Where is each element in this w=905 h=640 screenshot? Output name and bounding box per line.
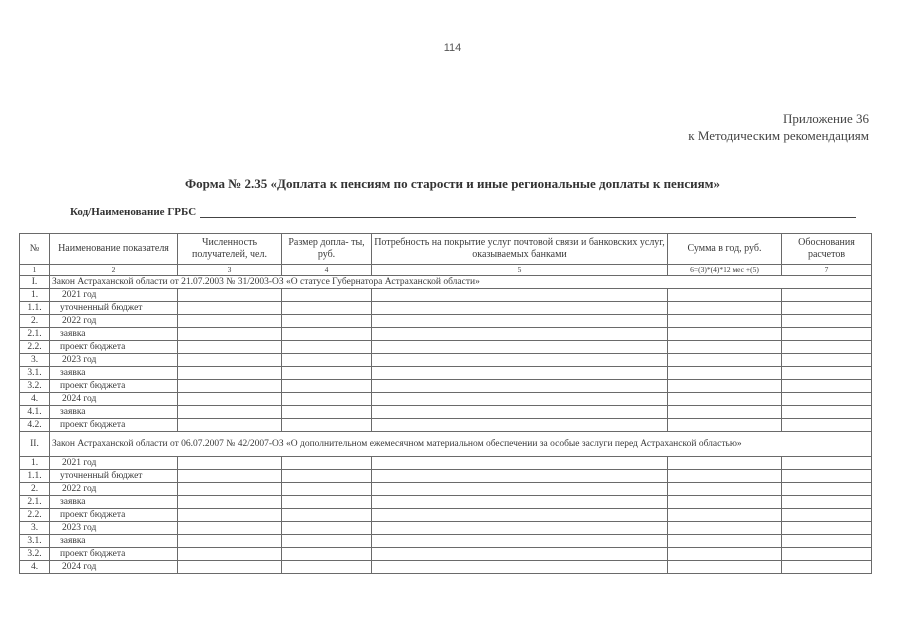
value-cell[interactable] — [782, 289, 872, 302]
table-row — [20, 393, 872, 406]
value-cell[interactable] — [282, 522, 372, 535]
row-number: 1. — [20, 457, 50, 470]
value-cell[interactable] — [178, 470, 282, 483]
form-title: Форма № 2.35 «Доплата к пенсиям по старости и иные региональные доплаты к пенсиям» — [185, 176, 720, 191]
value-cell[interactable] — [282, 341, 372, 354]
table-row — [20, 315, 872, 328]
item-label: проект бюджета — [50, 419, 178, 432]
header-cell: Наименование показателя — [50, 234, 178, 265]
table-row — [20, 432, 872, 457]
value-cell[interactable] — [372, 483, 668, 496]
value-cell[interactable] — [372, 406, 668, 419]
value-cell[interactable] — [178, 548, 282, 561]
row-number: 3. — [20, 354, 50, 367]
value-cell[interactable] — [178, 393, 282, 406]
value-cell[interactable] — [372, 302, 668, 315]
column-number: 4 — [282, 265, 372, 276]
header-cell: Численность получателей, чел. — [178, 234, 282, 265]
row-number: I. — [20, 276, 50, 289]
column-number: 3 — [178, 265, 282, 276]
row-number: 2.2. — [20, 341, 50, 354]
value-cell[interactable] — [668, 470, 782, 483]
table-row — [20, 496, 872, 509]
value-cell[interactable] — [782, 367, 872, 380]
section-title: Закон Астраханской области от 06.07.2007 № 42/2007-ОЗ «О дополнительном ежемесячном материальном обеспечении за особые заслуги перед Астраханской областью» — [50, 432, 872, 457]
value-cell[interactable] — [782, 509, 872, 522]
grbs-label: Код/Наименование ГРБС — [70, 206, 197, 218]
page-number: 114 — [443, 42, 462, 54]
value-cell[interactable] — [668, 522, 782, 535]
value-cell[interactable] — [282, 380, 372, 393]
row-number: 1. — [20, 289, 50, 302]
table-row — [20, 457, 872, 470]
value-cell[interactable] — [668, 328, 782, 341]
value-cell[interactable] — [178, 561, 282, 574]
value-cell[interactable] — [782, 548, 872, 561]
item-label: уточненный бюджет — [50, 470, 178, 483]
value-cell[interactable] — [372, 393, 668, 406]
year-label: 2022 год — [50, 315, 178, 328]
row-number: 1.1. — [20, 302, 50, 315]
value-cell[interactable] — [178, 496, 282, 509]
value-cell[interactable] — [782, 393, 872, 406]
value-cell[interactable] — [668, 341, 782, 354]
item-label: заявка — [50, 406, 178, 419]
value-cell[interactable] — [668, 367, 782, 380]
value-cell[interactable] — [372, 535, 668, 548]
value-cell[interactable] — [178, 328, 282, 341]
row-number: 1.1. — [20, 470, 50, 483]
row-number: 2. — [20, 315, 50, 328]
table-row — [20, 509, 872, 522]
value-cell[interactable] — [178, 483, 282, 496]
value-cell[interactable] — [372, 561, 668, 574]
header-cell: Обоснования расчетов — [782, 234, 872, 265]
value-cell[interactable] — [282, 406, 372, 419]
value-cell[interactable] — [668, 483, 782, 496]
year-label: 2022 год — [50, 483, 178, 496]
table-row — [20, 406, 872, 419]
value-cell[interactable] — [178, 380, 282, 393]
item-label: заявка — [50, 328, 178, 341]
header-cell: Сумма в год, руб. — [668, 234, 782, 265]
value-cell[interactable] — [372, 289, 668, 302]
value-cell[interactable] — [372, 509, 668, 522]
value-cell[interactable] — [282, 367, 372, 380]
value-cell[interactable] — [372, 315, 668, 328]
row-number: II. — [20, 432, 50, 457]
value-cell[interactable] — [782, 483, 872, 496]
value-cell[interactable] — [282, 535, 372, 548]
value-cell[interactable] — [282, 561, 372, 574]
value-cell[interactable] — [668, 561, 782, 574]
value-cell[interactable] — [282, 328, 372, 341]
value-cell[interactable] — [668, 380, 782, 393]
value-cell[interactable] — [282, 457, 372, 470]
row-number: 4.1. — [20, 406, 50, 419]
year-label: 2023 год — [50, 354, 178, 367]
value-cell[interactable] — [178, 302, 282, 315]
row-number: 4.2. — [20, 419, 50, 432]
table-row — [20, 535, 872, 548]
row-number: 3. — [20, 522, 50, 535]
value-cell[interactable] — [782, 315, 872, 328]
table-row — [20, 328, 872, 341]
value-cell[interactable] — [668, 354, 782, 367]
value-cell[interactable] — [668, 315, 782, 328]
row-number: 3.2. — [20, 548, 50, 561]
section-title: Закон Астраханской области от 21.07.2003 № 31/2003-ОЗ «О статусе Губернатора Астраханской области» — [50, 276, 872, 289]
year-label: 2021 год — [50, 289, 178, 302]
header-cell: № — [20, 234, 50, 265]
value-cell[interactable] — [372, 548, 668, 561]
value-cell[interactable] — [178, 406, 282, 419]
table-row — [20, 522, 872, 535]
value-cell[interactable] — [282, 509, 372, 522]
grbs-field — [70, 206, 856, 218]
table-row — [20, 341, 872, 354]
year-label: 2024 год — [50, 561, 178, 574]
year-label: 2023 год — [50, 522, 178, 535]
value-cell[interactable] — [782, 535, 872, 548]
appendix-line-2: к Методическим рекомендациям — [688, 128, 869, 143]
grbs-input-line[interactable] — [200, 207, 856, 218]
row-number: 2.1. — [20, 496, 50, 509]
item-label: проект бюджета — [50, 509, 178, 522]
value-cell[interactable] — [668, 419, 782, 432]
value-cell[interactable] — [782, 380, 872, 393]
column-number-row — [20, 265, 872, 276]
item-label: заявка — [50, 535, 178, 548]
appendix-reference — [688, 110, 869, 144]
value-cell[interactable] — [372, 522, 668, 535]
table-row — [20, 380, 872, 393]
row-number: 2.2. — [20, 509, 50, 522]
table-row — [20, 276, 872, 289]
header-cell: Размер допла- ты, руб. — [282, 234, 372, 265]
value-cell[interactable] — [282, 315, 372, 328]
table-row — [20, 483, 872, 496]
value-cell[interactable] — [282, 419, 372, 432]
table-row — [20, 289, 872, 302]
table-row — [20, 548, 872, 561]
table-row — [20, 302, 872, 315]
column-number: 6=(3)*(4)*12 мес +(5) — [668, 265, 782, 276]
value-cell[interactable] — [372, 341, 668, 354]
value-cell[interactable] — [178, 341, 282, 354]
value-cell[interactable] — [668, 548, 782, 561]
value-cell[interactable] — [782, 406, 872, 419]
row-number: 2. — [20, 483, 50, 496]
value-cell[interactable] — [782, 302, 872, 315]
row-number: 4. — [20, 393, 50, 406]
row-number: 3.1. — [20, 535, 50, 548]
value-cell[interactable] — [782, 341, 872, 354]
value-cell[interactable] — [282, 354, 372, 367]
value-cell[interactable] — [668, 406, 782, 419]
value-cell[interactable] — [282, 496, 372, 509]
value-cell[interactable] — [282, 483, 372, 496]
value-cell[interactable] — [782, 328, 872, 341]
item-label: заявка — [50, 496, 178, 509]
value-cell[interactable] — [178, 315, 282, 328]
value-cell[interactable] — [178, 522, 282, 535]
value-cell[interactable] — [178, 289, 282, 302]
header-row — [20, 234, 872, 265]
value-cell[interactable] — [782, 561, 872, 574]
value-cell[interactable] — [178, 419, 282, 432]
value-cell[interactable] — [668, 496, 782, 509]
column-number: 2 — [50, 265, 178, 276]
value-cell[interactable] — [782, 354, 872, 367]
value-cell[interactable] — [178, 457, 282, 470]
value-cell[interactable] — [282, 548, 372, 561]
table-row — [20, 470, 872, 483]
column-number: 5 — [372, 265, 668, 276]
value-cell[interactable] — [782, 419, 872, 432]
value-cell[interactable] — [372, 419, 668, 432]
item-label: проект бюджета — [50, 380, 178, 393]
value-cell[interactable] — [782, 496, 872, 509]
row-number: 3.1. — [20, 367, 50, 380]
value-cell[interactable] — [372, 470, 668, 483]
value-cell[interactable] — [282, 470, 372, 483]
row-number: 3.2. — [20, 380, 50, 393]
value-cell[interactable] — [668, 302, 782, 315]
value-cell[interactable] — [372, 457, 668, 470]
value-cell[interactable] — [668, 509, 782, 522]
value-cell[interactable] — [782, 470, 872, 483]
appendix-line-1: Приложение 36 — [782, 111, 869, 126]
table-row — [20, 367, 872, 380]
header-cell: Потребность на покрытие услуг почтовой связи и банковских услуг, оказываемых банками — [372, 234, 668, 265]
table-row — [20, 561, 872, 574]
year-label: 2024 год — [50, 393, 178, 406]
value-cell[interactable] — [668, 457, 782, 470]
column-number: 7 — [782, 265, 872, 276]
value-cell[interactable] — [372, 367, 668, 380]
row-number: 2.1. — [20, 328, 50, 341]
year-label: 2021 год — [50, 457, 178, 470]
value-cell[interactable] — [282, 289, 372, 302]
value-cell[interactable] — [668, 535, 782, 548]
value-cell[interactable] — [372, 496, 668, 509]
row-number: 4. — [20, 561, 50, 574]
value-cell[interactable] — [178, 535, 282, 548]
value-cell[interactable] — [668, 289, 782, 302]
value-cell[interactable] — [372, 354, 668, 367]
table-row — [20, 419, 872, 432]
item-label: заявка — [50, 367, 178, 380]
form-table — [19, 233, 872, 574]
value-cell[interactable] — [178, 509, 282, 522]
column-number: 1 — [20, 265, 50, 276]
value-cell[interactable] — [782, 457, 872, 470]
value-cell[interactable] — [782, 522, 872, 535]
value-cell[interactable] — [372, 380, 668, 393]
item-label: проект бюджета — [50, 341, 178, 354]
value-cell[interactable] — [178, 354, 282, 367]
table-row — [20, 354, 872, 367]
item-label: проект бюджета — [50, 548, 178, 561]
value-cell[interactable] — [178, 367, 282, 380]
value-cell[interactable] — [372, 328, 668, 341]
value-cell[interactable] — [282, 393, 372, 406]
item-label: уточненный бюджет — [50, 302, 178, 315]
value-cell[interactable] — [282, 302, 372, 315]
value-cell[interactable] — [668, 393, 782, 406]
